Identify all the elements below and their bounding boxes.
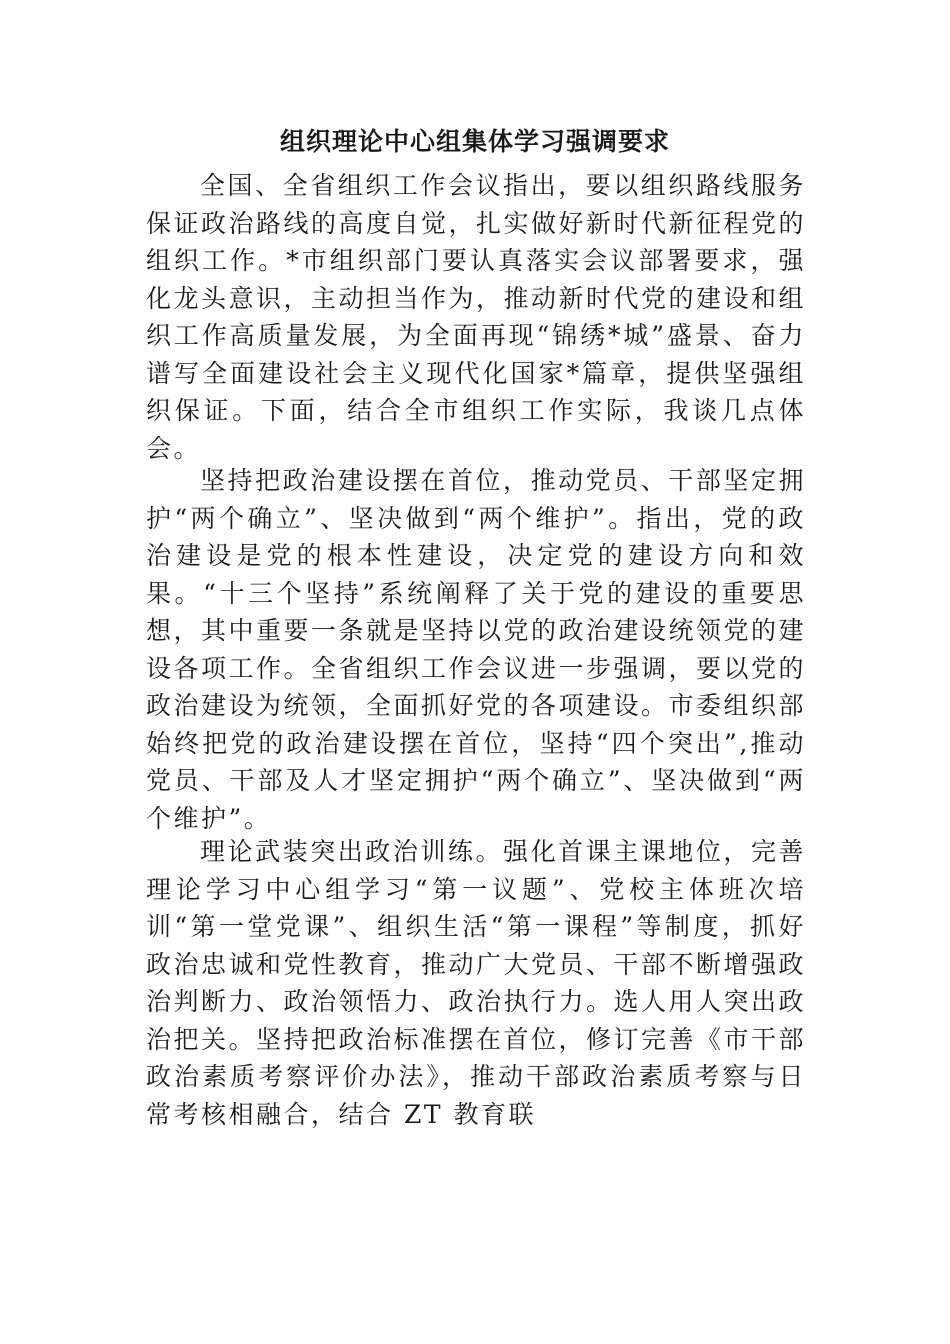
paragraph-intro: 全国、全省组织工作会议指出，要以组织路线服务保证政治路线的高度自觉，扎实做好新时代新征程党的组织工作。*市组织部门要认真落实会议部署要求，强化龙头意识，主动担当作为，推动新时代党的建设和组织工作高质量发展，为全面再现“锦绣*城”盛景、奋力谱写全面建设社会主义现代化国家*篇章，提供坚强组织保证。下面，结合全市组织工作实际，我谈几点体会。 <box>146 171 807 463</box>
document-title: 组织理论中心组集体学习强调要求 <box>279 127 670 156</box>
paragraph-political-building: 坚持把政治建设摆在首位，推动党员、干部坚定拥护“两个确立”、坚决做到“两个维护”。指出，党的政治建设是党的根本性建设，决定党的建设方向和效果。“十三个坚持”系统阐释了关于党的建设的重要思想，其中重要一条就是坚持以党的政治建设统领党的建设各项工作。全省组织工作会议进一步强调，要以党的政治建设为统领，全面抓好党的各项建设。市委组织部始终把党的政治建设摆在首位，坚持“四个突出”,推动党员、干部及人才坚定拥护“两个确立”、坚决做到“两个维护”。 <box>146 466 807 833</box>
paragraph-theory-training: 理论武装突出政治训练。强化首课主课地位，完善理论学习中心组学习“第一议题”、党校主体班次培训“第一堂党课”、组织生活“第一课程”等制度，抓好政治忠诚和党性教育，推动广大党员、干部不断增强政治判断力、政治领悟力、政治执行力。选人用人突出政治把关。坚持把政治标准摆在首位，修订完善《市干部政治素质考察评价办法》，推动干部政治素质考察与日常考核相融合，结合 ZT 教育联 <box>146 837 807 1129</box>
